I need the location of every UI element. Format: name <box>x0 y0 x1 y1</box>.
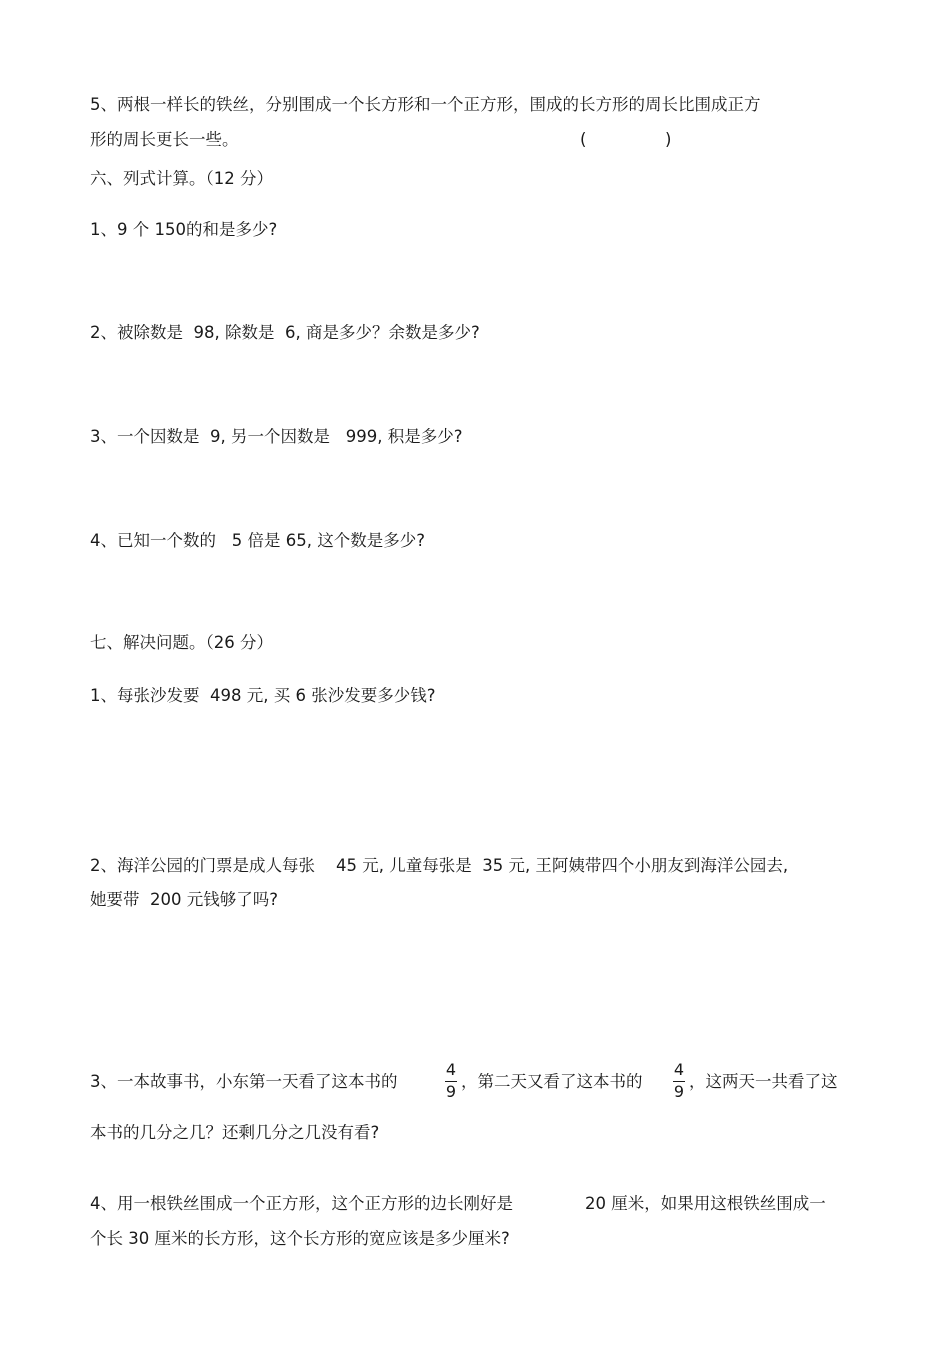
section-7-question-4-line-1-part-a: 4、用一根铁丝围成一个正方形，这个正方形的边长刚好是 <box>90 1194 513 1213</box>
section-6-title: 六、列式计算。（12 分） <box>90 169 273 188</box>
fraction-four-ninths-2 <box>671 1061 687 1101</box>
question-5-line-1: 5、两根一样长的铁丝，分别围成一个长方形和一个正方形，围成的长方形的周长比围成正方 <box>90 95 761 114</box>
section-7-question-2-line-2: 她要带 200 元钱够了吗? <box>90 890 278 909</box>
fraction-four-ninths-1 <box>443 1061 459 1101</box>
section-7-title: 七、解决问题。（26 分） <box>90 633 273 652</box>
section-7-question-3-line-1-part-a: 3、一本故事书，小东第一天看了这本书的 <box>90 1072 398 1091</box>
fraction-numerator: 4 <box>673 1060 685 1079</box>
section-7-question-3-line-1-part-c: ，这两天一共看了这 <box>689 1072 838 1091</box>
answer-paren-open: ( <box>580 130 587 149</box>
section-6-question-1: 1、9 个 150的和是多少? <box>90 220 278 239</box>
answer-paren-close: ) <box>665 130 672 149</box>
section-7-question-3-line-2: 本书的几分之几？还剩几分之几没有看? <box>90 1123 380 1142</box>
section-7-question-3-line-1-part-b: ，第二天又看了这本书的 <box>461 1072 643 1091</box>
fraction-numerator: 4 <box>445 1060 457 1079</box>
section-7-question-4-line-1-part-b: 20 厘米，如果用这根铁丝围成一 <box>585 1194 826 1213</box>
section-6-question-3: 3、一个因数是 9, 另一个因数是 999, 积是多少? <box>90 427 463 446</box>
section-6-question-4: 4、已知一个数的 5 倍是 65, 这个数是多少? <box>90 531 425 550</box>
fraction-denominator: 9 <box>673 1082 685 1101</box>
fraction-denominator: 9 <box>445 1082 457 1101</box>
section-7-question-2-line-1: 2、海洋公园的门票是成人每张 45 元, 儿童每张是 35 元, 王阿姨带四个小朋友到海洋公园去, <box>90 856 789 875</box>
section-7-question-4-line-2: 个长 30 厘米的长方形，这个长方形的宽应该是多少厘米? <box>90 1229 510 1248</box>
section-7-question-1: 1、每张沙发要 498 元, 买 6 张沙发要多少钱? <box>90 686 436 705</box>
section-6-question-2: 2、被除数是 98, 除数是 6, 商是多少？余数是多少? <box>90 323 480 342</box>
question-5-line-2: 形的周长更长一些。 <box>90 130 239 149</box>
